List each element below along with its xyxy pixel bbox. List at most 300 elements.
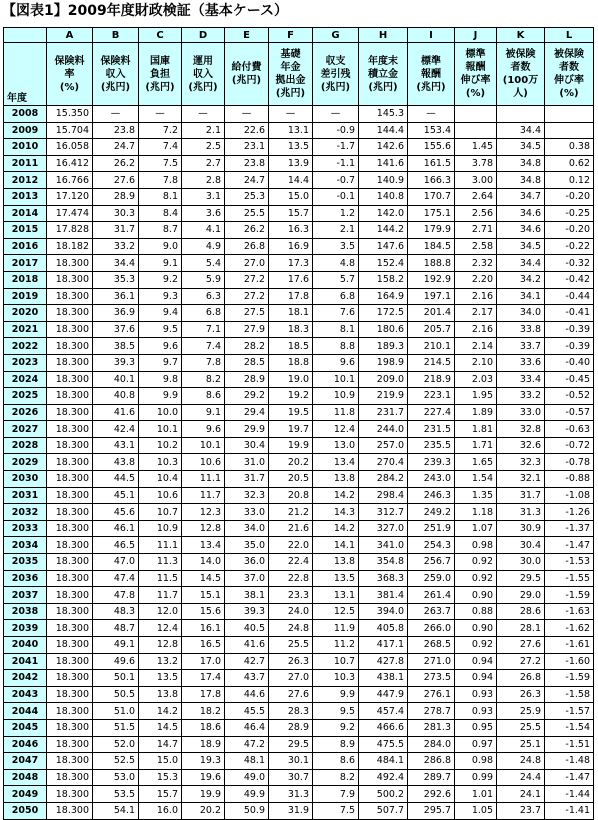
table-cell: 16.412 xyxy=(47,155,93,172)
table-cell: 26.8 xyxy=(225,238,269,255)
year-cell: 2020 xyxy=(4,305,47,322)
table-cell: -1.26 xyxy=(545,504,594,521)
table-row xyxy=(4,736,594,753)
table-cell: 30.4 xyxy=(497,537,545,554)
table-cell: -0.42 xyxy=(545,271,594,288)
table-cell: 0.95 xyxy=(455,719,497,736)
column-header-line: (%) xyxy=(465,88,486,99)
table-cell: 28.3 xyxy=(269,703,313,720)
column-header-line: 者数 xyxy=(510,62,531,73)
column-letter: J xyxy=(455,28,497,43)
table-cell: 0.97 xyxy=(455,736,497,753)
table-cell: 500.2 xyxy=(359,786,408,803)
table-cell: 44.6 xyxy=(225,686,269,703)
table-cell: 13.8 xyxy=(313,554,359,571)
table-cell: 18.300 xyxy=(47,736,93,753)
table-cell: 12.3 xyxy=(182,504,225,521)
table-cell: 27.6 xyxy=(497,637,545,654)
year-cell: 2044 xyxy=(4,703,47,720)
year-cell: 2050 xyxy=(4,802,47,819)
table-cell xyxy=(455,106,497,123)
table-cell: 10.6 xyxy=(182,454,225,471)
table-cell: 9.3 xyxy=(139,288,182,305)
table-cell: -1.47 xyxy=(545,537,594,554)
table-cell: 29.5 xyxy=(269,736,313,753)
table-row xyxy=(4,603,594,620)
column-header-line: 積立金 xyxy=(368,68,398,80)
table-cell: 0.98 xyxy=(455,753,497,770)
table-cell: 20.5 xyxy=(269,471,313,488)
column-header-line: 者数 xyxy=(559,62,579,73)
table-cell: 15.7 xyxy=(139,786,182,803)
table-cell: 34.4 xyxy=(497,122,545,139)
table-cell: 18.300 xyxy=(47,753,93,770)
table-cell: 33.0 xyxy=(225,504,269,521)
column-header-row xyxy=(4,43,594,106)
table-cell: -1.59 xyxy=(545,670,594,687)
year-cell: 2028 xyxy=(4,437,47,454)
column-letter: D xyxy=(182,28,225,43)
column-header-line: 伸び率 xyxy=(554,75,584,86)
table-cell: 10.0 xyxy=(139,404,182,421)
table-cell: -1.59 xyxy=(545,587,594,604)
table-cell: 49.9 xyxy=(225,786,269,803)
table-cell: 7.2 xyxy=(139,122,182,139)
table-cell: 17.4 xyxy=(182,670,225,687)
table-cell: -1.51 xyxy=(545,736,594,753)
table-cell: -0.9 xyxy=(313,122,359,139)
year-cell: 2040 xyxy=(4,637,47,654)
table-cell: 475.5 xyxy=(359,736,408,753)
table-cell: 2.10 xyxy=(455,354,497,371)
table-row xyxy=(4,554,594,571)
table-cell: 37.0 xyxy=(225,570,269,587)
table-cell: 0.98 xyxy=(455,537,497,554)
table-cell: 9.4 xyxy=(139,305,182,322)
table-cell: 12.8 xyxy=(182,520,225,537)
table-cell: 16.1 xyxy=(182,620,225,637)
table-cell: 2.03 xyxy=(455,371,497,388)
table-cell: 34.4 xyxy=(93,255,139,272)
year-cell: 2018 xyxy=(4,271,47,288)
table-cell: 11.2 xyxy=(313,637,359,654)
column-header-line: (兆円) xyxy=(416,81,446,93)
table-row xyxy=(4,205,594,222)
table-cell: 31.7 xyxy=(225,471,269,488)
table-cell: 354.8 xyxy=(359,554,408,571)
table-cell: 17.6 xyxy=(269,271,313,288)
table-cell: 18.300 xyxy=(47,504,93,521)
table-cell: 289.7 xyxy=(408,769,455,786)
table-cell: 5.9 xyxy=(182,271,225,288)
table-cell: 40.1 xyxy=(93,371,139,388)
table-cell: 52.0 xyxy=(93,736,139,753)
table-cell: 30.9 xyxy=(497,520,545,537)
table-cell: 28.9 xyxy=(93,188,139,205)
table-cell: 209.0 xyxy=(359,371,408,388)
table-cell: 447.9 xyxy=(359,686,408,703)
page-title: 【図表1】2009年度財政検証（基本ケース） xyxy=(2,3,289,19)
year-cell: 2049 xyxy=(4,786,47,803)
table-cell: 9.8 xyxy=(139,371,182,388)
table-cell: 16.766 xyxy=(47,172,93,189)
table-cell: -1.55 xyxy=(545,570,594,587)
table-cell: 34.8 xyxy=(497,172,545,189)
year-cell: 2009 xyxy=(4,122,47,139)
table-cell: 12.0 xyxy=(139,603,182,620)
table-cell: 9.9 xyxy=(139,388,182,405)
table-cell: 18.300 xyxy=(47,288,93,305)
table-cell: -0.7 xyxy=(313,172,359,189)
table-row xyxy=(4,404,594,421)
table-cell: 210.1 xyxy=(408,338,455,355)
table-cell: 0.12 xyxy=(545,172,594,189)
table-row xyxy=(4,637,594,654)
table-cell: 45.1 xyxy=(93,487,139,504)
table-cell: 466.6 xyxy=(359,719,408,736)
table-cell: 2.1 xyxy=(313,222,359,239)
table-cell: 15.0 xyxy=(269,188,313,205)
table-cell: 20.2 xyxy=(269,454,313,471)
table-cell: — xyxy=(139,106,182,123)
table-cell: 19.6 xyxy=(182,769,225,786)
table-cell: 1.45 xyxy=(455,139,497,156)
table-cell: 34.8 xyxy=(497,155,545,172)
table-cell: 9.6 xyxy=(139,338,182,355)
table-cell: 484.1 xyxy=(359,753,408,770)
table-cell: 18.300 xyxy=(47,637,93,654)
table-cell: 9.1 xyxy=(139,255,182,272)
table-cell: 27.9 xyxy=(225,321,269,338)
table-cell: 18.300 xyxy=(47,388,93,405)
table-cell: 140.8 xyxy=(359,188,408,205)
table-cell: 6.3 xyxy=(182,288,225,305)
table-cell: 50.9 xyxy=(225,802,269,819)
table-cell: 49.6 xyxy=(93,653,139,670)
table-cell: 13.5 xyxy=(269,139,313,156)
table-cell: -1.47 xyxy=(545,769,594,786)
table-cell: 8.7 xyxy=(139,222,182,239)
table-cell: 492.4 xyxy=(359,769,408,786)
corner-cell xyxy=(4,28,47,43)
table-cell: 18.300 xyxy=(47,587,93,604)
table-cell: 13.1 xyxy=(313,587,359,604)
table-cell: 18.1 xyxy=(269,305,313,322)
table-cell: 8.2 xyxy=(313,769,359,786)
table-cell: 11.7 xyxy=(139,587,182,604)
table-cell: 34.4 xyxy=(497,255,545,272)
column-letter: G xyxy=(313,28,359,43)
table-cell: 48.3 xyxy=(93,603,139,620)
table-cell: 197.1 xyxy=(408,288,455,305)
table-row xyxy=(4,122,594,139)
table-cell: 13.4 xyxy=(182,537,225,554)
table-cell: 2.20 xyxy=(455,271,497,288)
year-cell: 2031 xyxy=(4,487,47,504)
table-cell: 2.16 xyxy=(455,321,497,338)
table-cell: 17.828 xyxy=(47,222,93,239)
table-row xyxy=(4,388,594,405)
year-cell: 2010 xyxy=(4,139,47,156)
table-cell: 8.1 xyxy=(313,321,359,338)
table-cell: 246.3 xyxy=(408,487,455,504)
column-header-line: 給付費 xyxy=(231,62,262,73)
table-cell: 15.6 xyxy=(182,603,225,620)
table-cell: 11.1 xyxy=(182,471,225,488)
column-header-line: (兆円) xyxy=(320,81,351,93)
table-cell: 19.7 xyxy=(269,421,313,438)
table-cell: 17.8 xyxy=(269,288,313,305)
year-cell: 2046 xyxy=(4,736,47,753)
table-cell: 18.300 xyxy=(47,487,93,504)
table-cell: 286.8 xyxy=(408,753,455,770)
table-cell: 11.5 xyxy=(139,570,182,587)
table-cell: 0.93 xyxy=(455,686,497,703)
table-cell: 1.89 xyxy=(455,404,497,421)
column-letter: E xyxy=(225,28,269,43)
table-cell: 29.9 xyxy=(225,421,269,438)
table-cell: 405.8 xyxy=(359,620,408,637)
table-cell: 15.350 xyxy=(47,106,93,123)
table-cell: 4.8 xyxy=(313,255,359,272)
table-cell: -1.63 xyxy=(545,603,594,620)
table-cell: 0.99 xyxy=(455,769,497,786)
column-header-line: 伸び率 xyxy=(460,75,491,86)
table-cell: 1.71 xyxy=(455,437,497,454)
table-cell: 31.9 xyxy=(269,802,313,819)
table-cell: 5.7 xyxy=(313,271,359,288)
year-cell: 2014 xyxy=(4,205,47,222)
table-cell: 227.4 xyxy=(408,404,455,421)
table-cell: 22.4 xyxy=(269,554,313,571)
table-cell: -0.1 xyxy=(313,188,359,205)
column-header-line: 人) xyxy=(513,88,528,99)
table-cell: 0.94 xyxy=(455,670,497,687)
table-cell: 2.32 xyxy=(455,255,497,272)
table-cell: 278.7 xyxy=(408,703,455,720)
table-cell: 14.2 xyxy=(313,520,359,537)
table-cell: 0.92 xyxy=(455,570,497,587)
table-cell: 1.54 xyxy=(455,471,497,488)
table-cell: 14.2 xyxy=(313,487,359,504)
table-cell: 18.182 xyxy=(47,238,93,255)
column-header-line: (兆円) xyxy=(231,75,262,86)
table-body xyxy=(4,106,594,820)
table-cell: 43.7 xyxy=(225,670,269,687)
year-cell: 2039 xyxy=(4,620,47,637)
year-cell: 2045 xyxy=(4,719,47,736)
table-cell: 12.4 xyxy=(139,620,182,637)
table-cell: 231.7 xyxy=(359,404,408,421)
table-cell: 2.7 xyxy=(182,155,225,172)
table-cell: 12.5 xyxy=(313,603,359,620)
column-header-line: 標準 xyxy=(421,55,441,67)
table-cell: 23.3 xyxy=(269,587,313,604)
column-header-line: 収入 xyxy=(193,68,213,80)
table-row xyxy=(4,520,594,537)
table-cell: 43.8 xyxy=(93,454,139,471)
column-letter: H xyxy=(359,28,408,43)
table-cell: 10.1 xyxy=(139,421,182,438)
table-cell: 2.17 xyxy=(455,305,497,322)
table-cell: 3.1 xyxy=(182,188,225,205)
column-letter: A xyxy=(47,28,93,43)
table-cell: 7.4 xyxy=(139,139,182,156)
column-letter: C xyxy=(139,28,182,43)
table-cell: 1.01 xyxy=(455,786,497,803)
table-cell: 26.8 xyxy=(497,670,545,687)
table-cell: -0.78 xyxy=(545,454,594,471)
table-cell: 292.6 xyxy=(408,786,455,803)
table-cell: 18.300 xyxy=(47,305,93,322)
table-cell: 33.6 xyxy=(497,354,545,371)
table-cell: -1.61 xyxy=(545,637,594,654)
table-cell: 7.4 xyxy=(182,338,225,355)
table-cell: -1.37 xyxy=(545,520,594,537)
table-cell: 14.2 xyxy=(139,703,182,720)
table-cell: 254.3 xyxy=(408,537,455,554)
table-cell: 231.5 xyxy=(408,421,455,438)
table-cell: 18.300 xyxy=(47,703,93,720)
table-cell: 170.7 xyxy=(408,188,455,205)
table-cell: 49.0 xyxy=(225,769,269,786)
table-cell: 3.00 xyxy=(455,172,497,189)
table-row xyxy=(4,155,594,172)
table-cell: 268.5 xyxy=(408,637,455,654)
table-cell: 35.0 xyxy=(225,537,269,554)
table-cell: 14.1 xyxy=(313,537,359,554)
table-cell: 11.7 xyxy=(182,487,225,504)
table-cell: 13.8 xyxy=(313,471,359,488)
table-cell: 25.9 xyxy=(497,703,545,720)
year-cell: 2030 xyxy=(4,471,47,488)
column-header-line: 率 xyxy=(64,68,75,80)
year-header: 年度 xyxy=(4,43,47,106)
table-row xyxy=(4,321,594,338)
table-cell: 47.8 xyxy=(93,587,139,604)
table-cell: 10.9 xyxy=(313,388,359,405)
table-cell: 16.058 xyxy=(47,139,93,156)
table-cell: 14.5 xyxy=(182,570,225,587)
table-cell: -1.60 xyxy=(545,653,594,670)
table-cell: 341.0 xyxy=(359,537,408,554)
table-cell: 18.300 xyxy=(47,371,93,388)
table-cell: 9.9 xyxy=(313,686,359,703)
table-cell: 12.8 xyxy=(139,637,182,654)
table-cell: 30.3 xyxy=(93,205,139,222)
column-letter: L xyxy=(545,28,594,43)
table-cell: 284.0 xyxy=(408,736,455,753)
table-cell: 28.9 xyxy=(269,719,313,736)
table-cell: 15.1 xyxy=(182,587,225,604)
table-cell: 8.8 xyxy=(313,338,359,355)
table-cell: 45.6 xyxy=(93,504,139,521)
table-cell: 34.7 xyxy=(497,188,545,205)
column-header-line: (%) xyxy=(59,81,80,93)
table-cell: 7.8 xyxy=(182,354,225,371)
table-cell: 27.2 xyxy=(497,653,545,670)
table-cell: 36.9 xyxy=(93,305,139,322)
table-cell: 155.6 xyxy=(408,139,455,156)
table-row xyxy=(4,570,594,587)
column-header-line: (%) xyxy=(559,88,579,99)
year-cell: 2048 xyxy=(4,769,47,786)
table-cell: -0.20 xyxy=(545,222,594,239)
year-cell: 2022 xyxy=(4,338,47,355)
table-cell: 219.9 xyxy=(359,388,408,405)
table-cell: 417.1 xyxy=(359,637,408,654)
table-cell: 30.1 xyxy=(269,753,313,770)
table-cell: -1.41 xyxy=(545,802,594,819)
table-cell: 312.7 xyxy=(359,504,408,521)
table-cell: 18.9 xyxy=(182,736,225,753)
table-cell: 19.5 xyxy=(269,404,313,421)
year-cell: 2021 xyxy=(4,321,47,338)
table-cell: 7.6 xyxy=(313,305,359,322)
table-cell: 15.0 xyxy=(139,753,182,770)
table-cell: -0.40 xyxy=(545,354,594,371)
table-cell: 34.1 xyxy=(497,288,545,305)
table-cell: -0.20 xyxy=(545,188,594,205)
table-cell: 7.1 xyxy=(182,321,225,338)
table-cell: 52.5 xyxy=(93,753,139,770)
column-header xyxy=(359,43,408,106)
table-cell: 295.7 xyxy=(408,802,455,819)
table-cell: 14.4 xyxy=(269,172,313,189)
table-cell: 9.0 xyxy=(139,238,182,255)
table-cell: 34.5 xyxy=(497,238,545,255)
table-row xyxy=(4,172,594,189)
table-cell: 18.300 xyxy=(47,769,93,786)
year-cell: 2023 xyxy=(4,354,47,371)
table-cell: 257.0 xyxy=(359,437,408,454)
table-cell: 14.5 xyxy=(139,719,182,736)
table-cell: 41.6 xyxy=(93,404,139,421)
table-cell: — xyxy=(313,106,359,123)
table-cell: 18.300 xyxy=(47,554,93,571)
table-cell: 1.07 xyxy=(455,520,497,537)
table-cell: 457.4 xyxy=(359,703,408,720)
table-cell: 18.6 xyxy=(182,719,225,736)
table-cell: -0.44 xyxy=(545,288,594,305)
table-cell: 172.5 xyxy=(359,305,408,322)
column-header-line: 拠出金 xyxy=(275,75,306,86)
table-cell: 30.4 xyxy=(225,437,269,454)
table-cell: 142.0 xyxy=(359,205,408,222)
table-cell: 34.0 xyxy=(225,520,269,537)
table-cell: 19.9 xyxy=(269,437,313,454)
table-cell: 32.6 xyxy=(497,437,545,454)
column-header-line: (兆円) xyxy=(145,81,175,93)
table-cell: 11.1 xyxy=(139,537,182,554)
table-cell: 48.7 xyxy=(93,620,139,637)
table-cell: 1.81 xyxy=(455,421,497,438)
table-cell: 34.6 xyxy=(497,205,545,222)
table-cell: 2.56 xyxy=(455,205,497,222)
table-cell: 140.9 xyxy=(359,172,408,189)
table-cell: 32.1 xyxy=(497,471,545,488)
column-header xyxy=(182,43,225,106)
table-cell: 223.1 xyxy=(408,388,455,405)
table-cell: 25.5 xyxy=(225,205,269,222)
column-header xyxy=(545,43,594,106)
table-cell: 271.0 xyxy=(408,653,455,670)
table-row xyxy=(4,106,594,123)
table-cell: 11.3 xyxy=(139,554,182,571)
table-cell: 0.92 xyxy=(455,554,497,571)
table-cell: 507.7 xyxy=(359,802,408,819)
table-cell: 13.5 xyxy=(313,570,359,587)
